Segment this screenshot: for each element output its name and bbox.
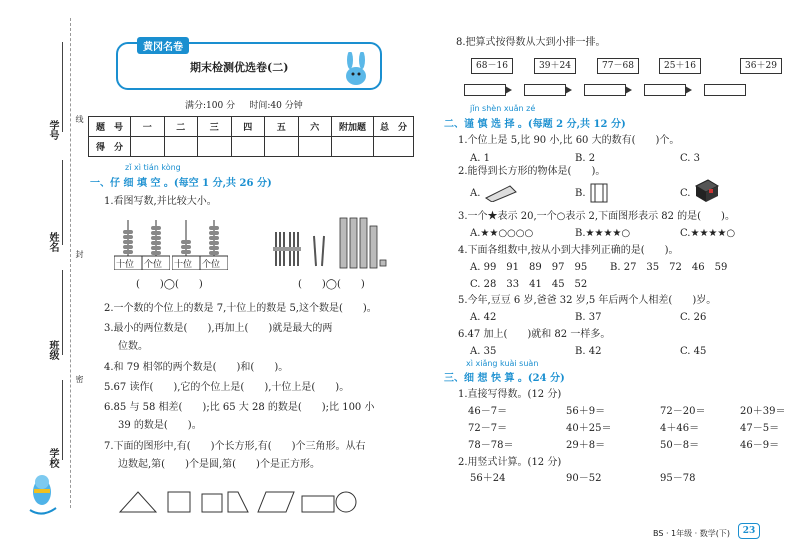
s2-q2-option-b[interactable]: B. — [575, 188, 586, 199]
order-slot-5[interactable] — [704, 84, 746, 96]
order-slot-4[interactable] — [644, 84, 686, 96]
s2-q4-option-c[interactable]: C. 28 33 41 45 52 — [470, 279, 588, 290]
mascot-illustration — [22, 470, 62, 520]
calc-item[interactable]: 40＋25＝ — [566, 423, 612, 434]
student-id-line[interactable] — [62, 42, 63, 132]
name-line[interactable] — [62, 160, 63, 245]
order-slot-2[interactable] — [524, 84, 566, 96]
section2-heading: 二、谨 慎 选 择 。(每题 2 分,共 12 分) — [444, 119, 626, 130]
circle-shape — [336, 492, 356, 512]
q8-instruction: 8.把算式按得数从大到小排一排。 — [456, 37, 606, 48]
rabbit-mascot-icon — [338, 52, 374, 88]
binding-dashed-line — [70, 18, 71, 508]
vertical-calc-2[interactable]: 90－52 — [566, 473, 602, 484]
cut-mark-secret: 密 — [75, 375, 84, 383]
footer-text: BS · 1年级 · 数学(下) — [652, 529, 730, 538]
stick-bundles-picture — [272, 230, 332, 270]
square-shape-1 — [168, 492, 190, 512]
section3-heading: 三、细 想 快 算 。(24 分) — [444, 373, 565, 384]
s1-question-3-line1: 3.最小的两位数是( ),再加上( )就是最大的两 — [104, 323, 333, 334]
triangular-prism-icon — [484, 182, 518, 202]
s1-question-3-line2: 位数。 — [118, 341, 148, 352]
s1-question-5: 5.67 读作( ),它的个位上是( ),十位上是( )。 — [104, 382, 350, 393]
s2-q1-option-a[interactable]: A. 1 — [470, 153, 490, 164]
margin-label-school: 学校 — [47, 448, 58, 468]
section3-pinyin: xì xiǎng kuài suàn — [466, 359, 539, 368]
score-header-cell: 四 — [231, 117, 265, 137]
exam-time: 时间:40 分钟 — [249, 101, 303, 111]
s2-question-5: 5.今年,豆豆 6 岁,爸爸 32 岁,5 年后两个人相差( )岁。 — [458, 295, 717, 306]
page-title: 期末检测优选卷(二) — [190, 61, 289, 74]
trapezoid-shape — [228, 492, 248, 512]
section1-heading: 一、仔 细 填 空 。(每空 1 分,共 26 分) — [90, 178, 272, 189]
calc-item[interactable]: 4＋46＝ — [660, 423, 700, 434]
class-line[interactable] — [62, 270, 63, 355]
score-header-cell: 二 — [164, 117, 198, 137]
full-score: 满分:100 分 — [185, 101, 236, 111]
s2-question-1: 1.个位上是 5,比 90 小,比 60 大的数有( )个。 — [458, 135, 680, 146]
s1-question-7-line2: 边数起,第( )个是圆,第( )个是正方形。 — [118, 459, 320, 470]
margin-label-name: 姓名 — [47, 232, 58, 252]
score-cell[interactable] — [164, 137, 198, 157]
margin-label-class: 班级 — [47, 340, 58, 360]
score-table-header-row — [89, 117, 414, 137]
calc-item[interactable]: 72－20＝ — [660, 406, 706, 417]
exam-meta — [185, 98, 303, 111]
s2-question-2: 2.能得到长方形的物体是( )。 — [458, 166, 606, 177]
score-header-cell: 三 — [198, 117, 232, 137]
score-row-label: 得 分 — [89, 137, 131, 157]
s1-question-4: 4.和 79 相邻的两个数是( )和( )。 — [104, 362, 289, 373]
score-cell[interactable] — [374, 137, 414, 157]
q8-expr-3: 77－68 — [597, 58, 639, 74]
abacus1-ones-label: 个位 — [144, 260, 163, 270]
score-cell[interactable] — [332, 137, 374, 157]
cut-mark-seal: 封 — [75, 250, 84, 258]
s2-q1-option-c[interactable]: C. 3 — [680, 153, 701, 164]
score-header-cell: 题 号 — [89, 117, 131, 137]
s2-q4-option-b[interactable]: B. 27 35 72 46 59 — [610, 262, 728, 273]
s3-question-2: 2.用竖式计算。(12 分) — [458, 457, 562, 468]
s2-question-6: 6.47 加上( )就和 82 一样多。 — [458, 329, 611, 340]
q8-expr-1: 68－16 — [471, 58, 513, 74]
s1-question-2: 2.一个数的个位上的数是 7,十位上的数是 5,这个数是( )。 — [104, 303, 377, 314]
school-line[interactable] — [62, 380, 63, 460]
s2-q5-option-a[interactable]: A. 42 — [470, 312, 497, 323]
calc-item[interactable]: 20＋39＝ — [740, 406, 786, 417]
s2-q3-option-b[interactable]: B.★★★★○ — [575, 228, 631, 239]
calc-item[interactable]: 50－8＝ — [660, 440, 700, 451]
s2-q5-option-b[interactable]: B. 37 — [575, 312, 602, 323]
s2-q5-option-c[interactable]: C. 26 — [680, 312, 707, 323]
s2-q6-option-c[interactable]: C. 45 — [680, 346, 707, 357]
score-header-cell: 附加题 — [332, 117, 374, 137]
score-header-cell: 五 — [265, 117, 299, 137]
calc-item[interactable]: 29＋8＝ — [566, 440, 606, 451]
compare-blank-2[interactable]: ( )◯( ) — [298, 279, 365, 290]
margin-label-student-id: 学号 — [47, 120, 58, 140]
brand-logo: 黄冈名卷 — [137, 37, 189, 54]
s2-q2-option-c[interactable]: C. — [680, 188, 691, 199]
order-slot-3[interactable] — [584, 84, 626, 96]
calc-item[interactable]: 47－5＝ — [740, 423, 780, 434]
s2-q2-option-a[interactable]: A. — [470, 188, 481, 199]
rectangle-shape — [302, 496, 334, 512]
rubik-cube-icon — [694, 178, 720, 204]
abacus2-ones-label: 个位 — [202, 260, 221, 270]
score-cell[interactable] — [265, 137, 299, 157]
square-shape-2 — [202, 494, 222, 512]
cut-mark-line: 线 — [75, 115, 84, 123]
s2-question-3: 3.一个★表示 20,一个○表示 2,下面图形表示 82 的是( )。 — [458, 211, 735, 222]
vertical-calc-1[interactable]: 56＋24 — [470, 473, 506, 484]
s2-q6-option-b[interactable]: B. 42 — [575, 346, 602, 357]
counting-blocks-picture — [336, 216, 388, 270]
parallelogram-shape — [258, 492, 294, 512]
calc-item[interactable]: 46－7＝ — [468, 406, 508, 417]
section2-pinyin: jǐn shèn xuǎn zé — [470, 104, 536, 113]
order-slot-1[interactable] — [464, 84, 506, 96]
q8-expr-5: 36＋29 — [740, 58, 782, 74]
compare-blank-1[interactable]: ( )◯( ) — [136, 279, 203, 290]
triangle-shape — [120, 492, 156, 512]
abacus1-tens-label: 十位 — [116, 260, 135, 270]
s2-q4-option-a[interactable]: A. 99 91 89 97 95 — [470, 262, 588, 273]
score-cell[interactable] — [131, 137, 165, 157]
s1-question-6-line2: 39 的数是( )。 — [118, 420, 202, 431]
s2-q1-option-b[interactable]: B. 2 — [575, 153, 596, 164]
vertical-calc-3[interactable]: 95－78 — [660, 473, 696, 484]
q8-expr-4: 25＋16 — [659, 58, 701, 74]
s2-q3-option-c[interactable]: C.★★★★○ — [680, 228, 736, 239]
s1-question-1: 1.看图写数,并比较大小。 — [104, 196, 217, 207]
s3-question-1: 1.直接写得数。(12 分) — [458, 389, 562, 400]
score-header-cell: 总 分 — [374, 117, 414, 137]
s2-question-4: 4.下面各组数中,按从小到大排列正确的是( )。 — [458, 245, 679, 256]
score-table — [88, 116, 414, 157]
q7-shapes — [118, 488, 358, 514]
calc-item[interactable]: 56＋9＝ — [566, 406, 606, 417]
score-cell[interactable] — [198, 137, 232, 157]
s2-q6-option-a[interactable]: A. 35 — [470, 346, 497, 357]
section1-pinyin: zǐ xì tián kòng — [125, 163, 181, 172]
s1-question-6-line1: 6.85 与 58 相差( );比 65 大 28 的数是( );比 100 小 — [104, 402, 375, 413]
abacus2-tens-label: 十位 — [174, 260, 193, 270]
calc-item[interactable]: 46－9＝ — [740, 440, 780, 451]
s1-question-7-line1: 7.下面的图形中,有( )个长方形,有( )个三角形。从右 — [104, 441, 366, 452]
s2-q3-option-a[interactable]: A.★★○○○○ — [470, 228, 534, 239]
score-cell[interactable] — [231, 137, 265, 157]
score-header-cell: 一 — [131, 117, 165, 137]
calc-item[interactable]: 72－7＝ — [468, 423, 508, 434]
cylinder-box-icon — [589, 180, 609, 204]
score-cell[interactable] — [298, 137, 332, 157]
q8-expr-2: 39＋24 — [534, 58, 576, 74]
page-number: 23 — [738, 523, 760, 539]
calc-item[interactable]: 78－78＝ — [468, 440, 514, 451]
score-header-cell: 六 — [298, 117, 332, 137]
score-table-score-row — [89, 137, 414, 157]
